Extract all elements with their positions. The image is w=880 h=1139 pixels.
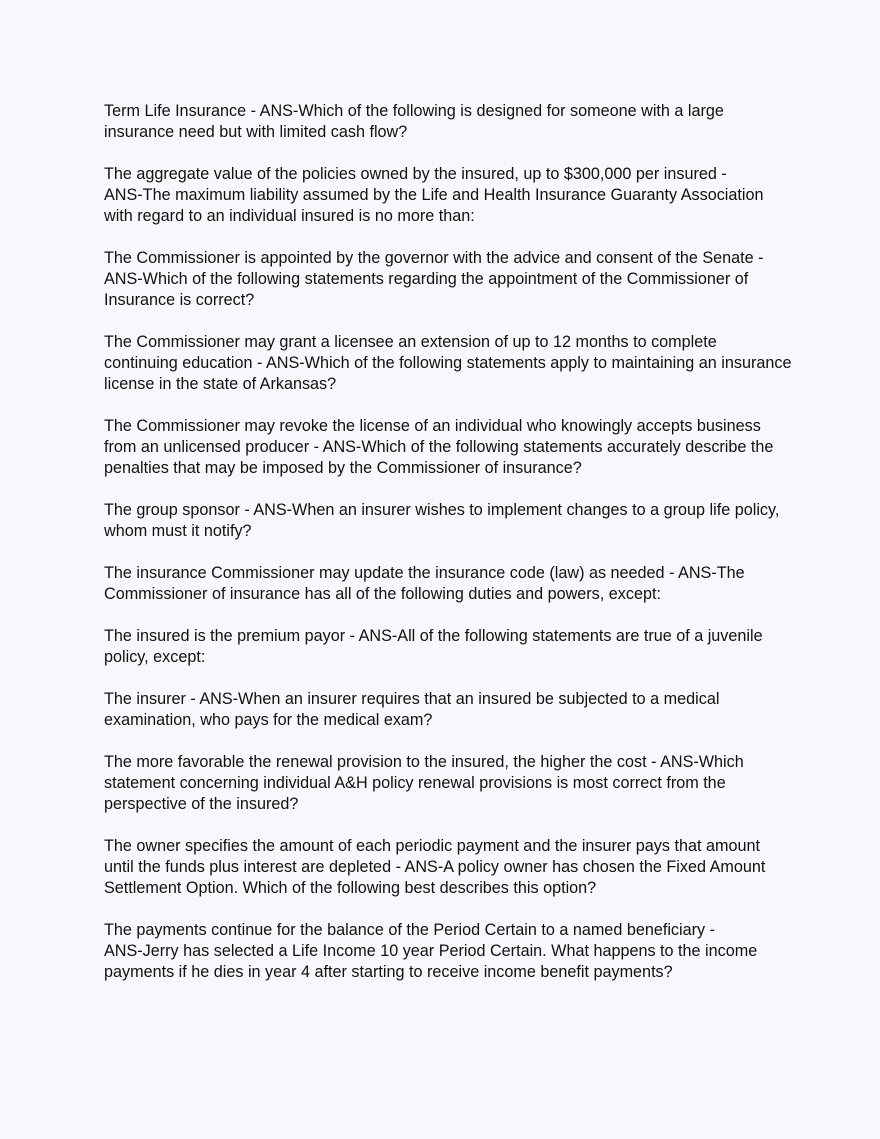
text-line: perspective of the insured?: [104, 795, 299, 813]
text-line: until the funds plus interest are depleted - ANS-A policy owner has chosen the Fixed Amount: [104, 858, 766, 876]
text-line: ANS-The maximum liability assumed by the Life and Health Insurance Guaranty Association: [104, 186, 764, 204]
qa-entry: [104, 836, 790, 899]
text-line: The payments continue for the balance of the Period Certain to a named beneficiary -: [104, 921, 715, 939]
qa-entry: [104, 689, 790, 731]
qa-entry: [104, 500, 790, 542]
qa-entry: [104, 164, 790, 227]
text-line: Term Life Insurance - ANS-Which of the following is designed for someone with a large: [104, 102, 724, 120]
text-line: continuing education - ANS-Which of the following statements apply to maintaining an insurance: [104, 354, 792, 372]
qa-entry: [104, 752, 790, 815]
text-line: The Commissioner may grant a licensee an extension of up to 12 months to complete: [104, 333, 717, 351]
text-line: The aggregate value of the policies owned by the insured, up to $300,000 per insured -: [104, 165, 727, 183]
qa-entry: [104, 626, 790, 668]
text-line: with regard to an individual insured is no more than:: [104, 207, 475, 225]
text-line: The Commissioner may revoke the license of an individual who knowingly accepts business: [104, 417, 761, 435]
qa-entry: [104, 416, 790, 479]
text-line: The owner specifies the amount of each periodic payment and the insurer pays that amount: [104, 837, 760, 855]
text-line: ANS-Jerry has selected a Life Income 10 year Period Certain. What happens to the income: [104, 942, 758, 960]
text-line: Insurance is correct?: [104, 291, 255, 309]
text-line: examination, who pays for the medical exam?: [104, 711, 433, 729]
text-line: The group sponsor - ANS-When an insurer wishes to implement changes to a group life policy,: [104, 501, 780, 519]
qa-entry: [104, 332, 790, 395]
qa-entry: [104, 920, 790, 983]
qa-entry: [104, 248, 790, 311]
qa-entry: [104, 563, 790, 605]
text-line: Commissioner of insurance has all of the following duties and powers, except:: [104, 585, 661, 603]
text-line: The insurer - ANS-When an insurer requires that an insured be subjected to a medical: [104, 690, 720, 708]
text-line: The Commissioner is appointed by the governor with the advice and consent of the Senate -: [104, 249, 764, 267]
text-line: ANS-Which of the following statements regarding the appointment of the Commissioner of: [104, 270, 749, 288]
text-line: The insurance Commissioner may update the insurance code (law) as needed - ANS-The: [104, 564, 745, 582]
text-line: The more favorable the renewal provision to the insured, the higher the cost - ANS-Which: [104, 753, 744, 771]
text-line: The insured is the premium payor - ANS-All of the following statements are true of a juvenile: [104, 627, 763, 645]
text-line: policy, except:: [104, 648, 206, 666]
text-line: insurance need but with limited cash flow?: [104, 123, 408, 141]
text-line: from an unlicensed producer - ANS-Which of the following statements accurately describe the: [104, 438, 774, 456]
text-line: whom must it notify?: [104, 522, 252, 540]
text-line: statement concerning individual A&H policy renewal provisions is most correct from the: [104, 774, 726, 792]
text-line: license in the state of Arkansas?: [104, 375, 337, 393]
text-line: penalties that may be imposed by the Commissioner of insurance?: [104, 459, 582, 477]
text-line: Settlement Option. Which of the following best describes this option?: [104, 879, 597, 897]
text-line: payments if he dies in year 4 after starting to receive income benefit payments?: [104, 963, 673, 981]
qa-entry: [104, 101, 790, 143]
